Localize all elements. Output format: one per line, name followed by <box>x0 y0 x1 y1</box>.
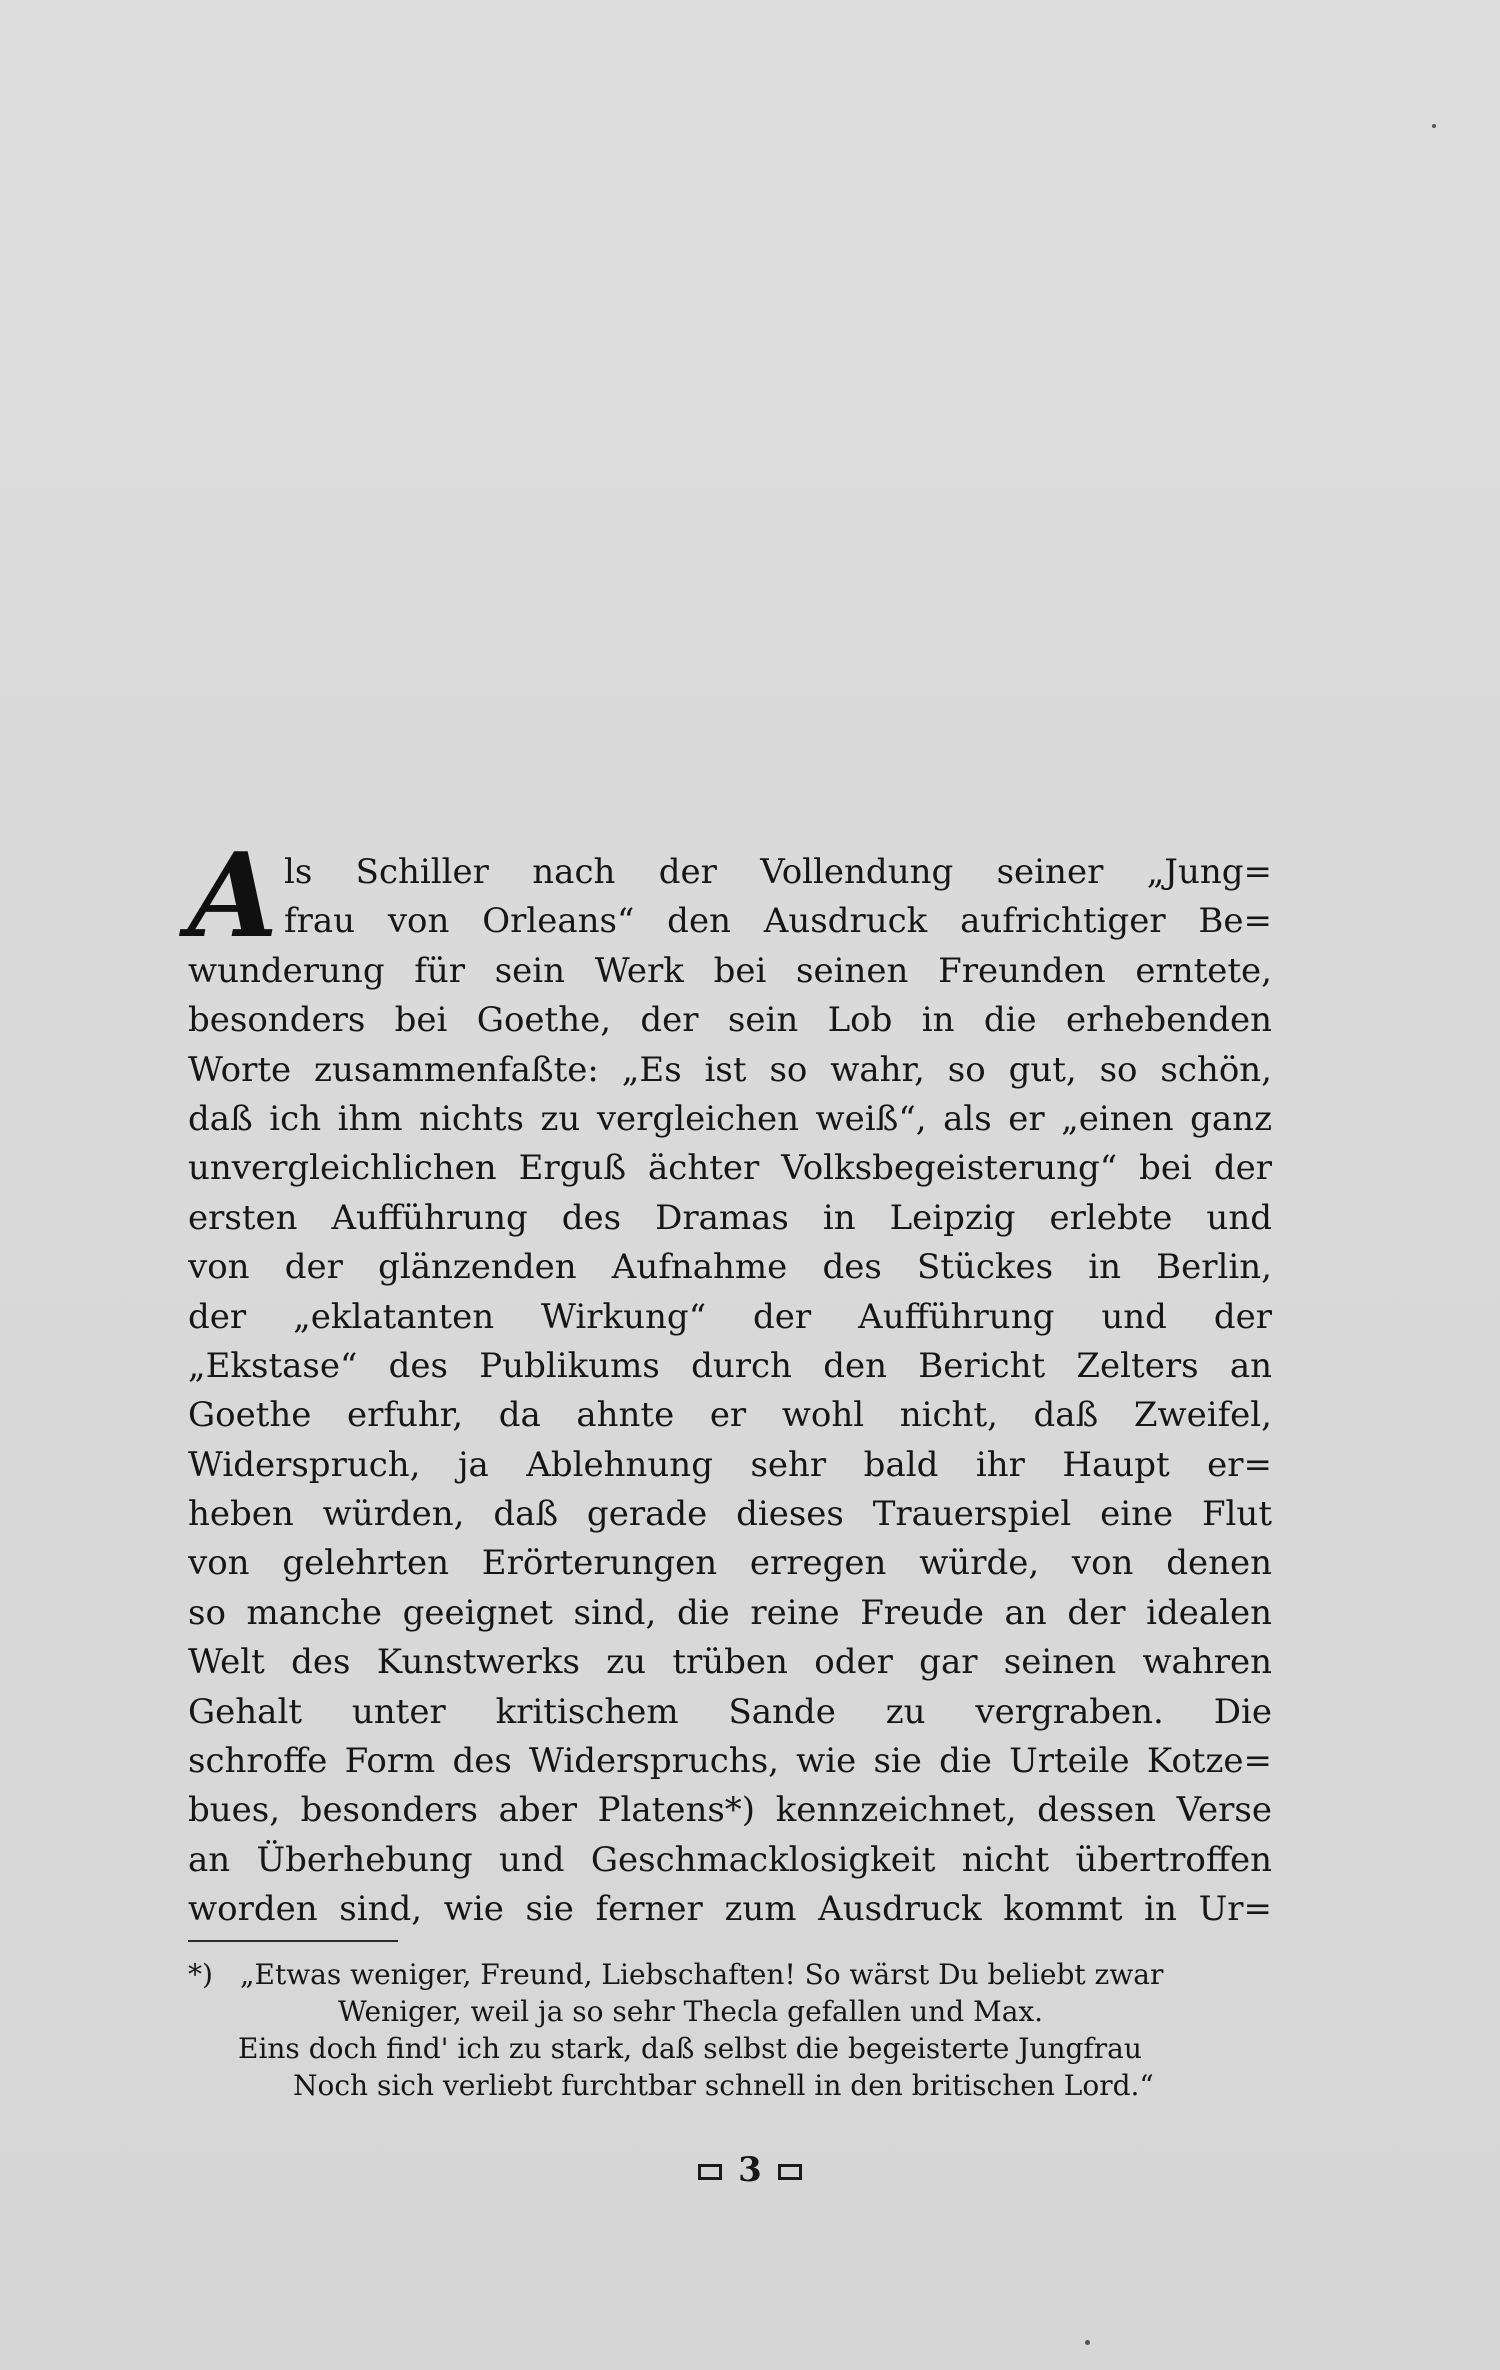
footnote-line: Weniger, weil ja so sehr Thecla gefallen und Max. <box>338 1995 1044 2028</box>
text-line: Gehalt unter kritischem Sande zu vergraben. Die <box>188 1691 1272 1732</box>
page-number-value: 3 <box>738 2150 762 2190</box>
text-line: worden sind, wie sie ferner zum Ausdruck kommt in Ur= <box>188 1889 1272 1930</box>
text-line: ls Schiller nach der Vollendung seiner „Jung= <box>284 852 1272 892</box>
text-line: frau von Orleans“ den Ausdruck aufrichtiger Be= <box>284 901 1272 942</box>
text-line: daß ich ihm nichts zu vergleichen weiß“, als er „einen ganz <box>188 1098 1272 1139</box>
footnote-line <box>188 1956 1272 1993</box>
text-line: ersten Aufführung des Dramas in Leipzig erlebte und <box>188 1197 1272 1238</box>
text-line: so manche geeignet sind, die reine Freude an der idealen <box>188 1592 1272 1633</box>
text-line: besonders bei Goethe, der sein Lob in die erhebenden <box>188 1000 1272 1041</box>
print-speck <box>1432 124 1436 128</box>
footnote-text: „Etwas weniger, Freund, Liebschaften! So wärst Du beliebt zwar <box>240 1958 1164 1991</box>
text-line: von der glänzenden Aufnahme des Stückes in Berlin, <box>188 1247 1272 1288</box>
footnote <box>188 1956 1272 2104</box>
text-line: „Ekstase“ des Publikums durch den Bericht Zelters an <box>188 1345 1272 1386</box>
text-line: wunderung für sein Werk bei seinen Freunden erntete, <box>188 950 1272 991</box>
page-number <box>0 2150 1500 2190</box>
drop-cap-initial: A <box>188 828 279 964</box>
footnote-line: Noch sich verliebt furchtbar schnell in den britischen Lord.“ <box>293 2069 1154 2102</box>
footnote-separator <box>188 1940 398 1942</box>
ornament-box-right <box>778 2164 802 2180</box>
text-line: Widerspruch, ja Ablehnung sehr bald ihr Haupt er= <box>188 1444 1272 1485</box>
print-speck <box>1085 2340 1090 2345</box>
text-line: Goethe erfuhr, da ahnte er wohl nicht, daß Zweifel, <box>188 1395 1272 1436</box>
footnote-mark: *) <box>188 1958 213 1991</box>
text-line: von gelehrten Erörterungen erregen würde, von denen <box>188 1543 1272 1584</box>
footnote-line: Eins doch find' ich zu stark, daß selbst die begeisterte Jungfrau <box>238 2032 1142 2065</box>
text-line: an Überhebung und Geschmacklosigkeit nicht übertroffen <box>188 1839 1272 1880</box>
main-paragraph <box>188 828 1272 1936</box>
text-line: der „eklatanten Wirkung“ der Aufführung und der <box>188 1296 1272 1337</box>
ornament-box-left <box>698 2164 722 2180</box>
text-line: heben würden, daß gerade dieses Trauerspiel eine Flut <box>188 1494 1272 1535</box>
text-line: Worte zusammenfaßte: „Es ist so wahr, so gut, so schön, <box>188 1049 1272 1090</box>
text-line: unvergleichlichen Erguß ächter Volksbegeisterung“ bei der <box>188 1148 1272 1189</box>
text-line: Welt des Kunstwerks zu trüben oder gar seinen wahren <box>188 1642 1272 1683</box>
text-line: schroffe Form des Widerspruchs, wie sie die Urteile Kotze= <box>188 1741 1272 1782</box>
text-line: bues, besonders aber Platens*) kennzeichnet, dessen Verse <box>188 1790 1272 1831</box>
